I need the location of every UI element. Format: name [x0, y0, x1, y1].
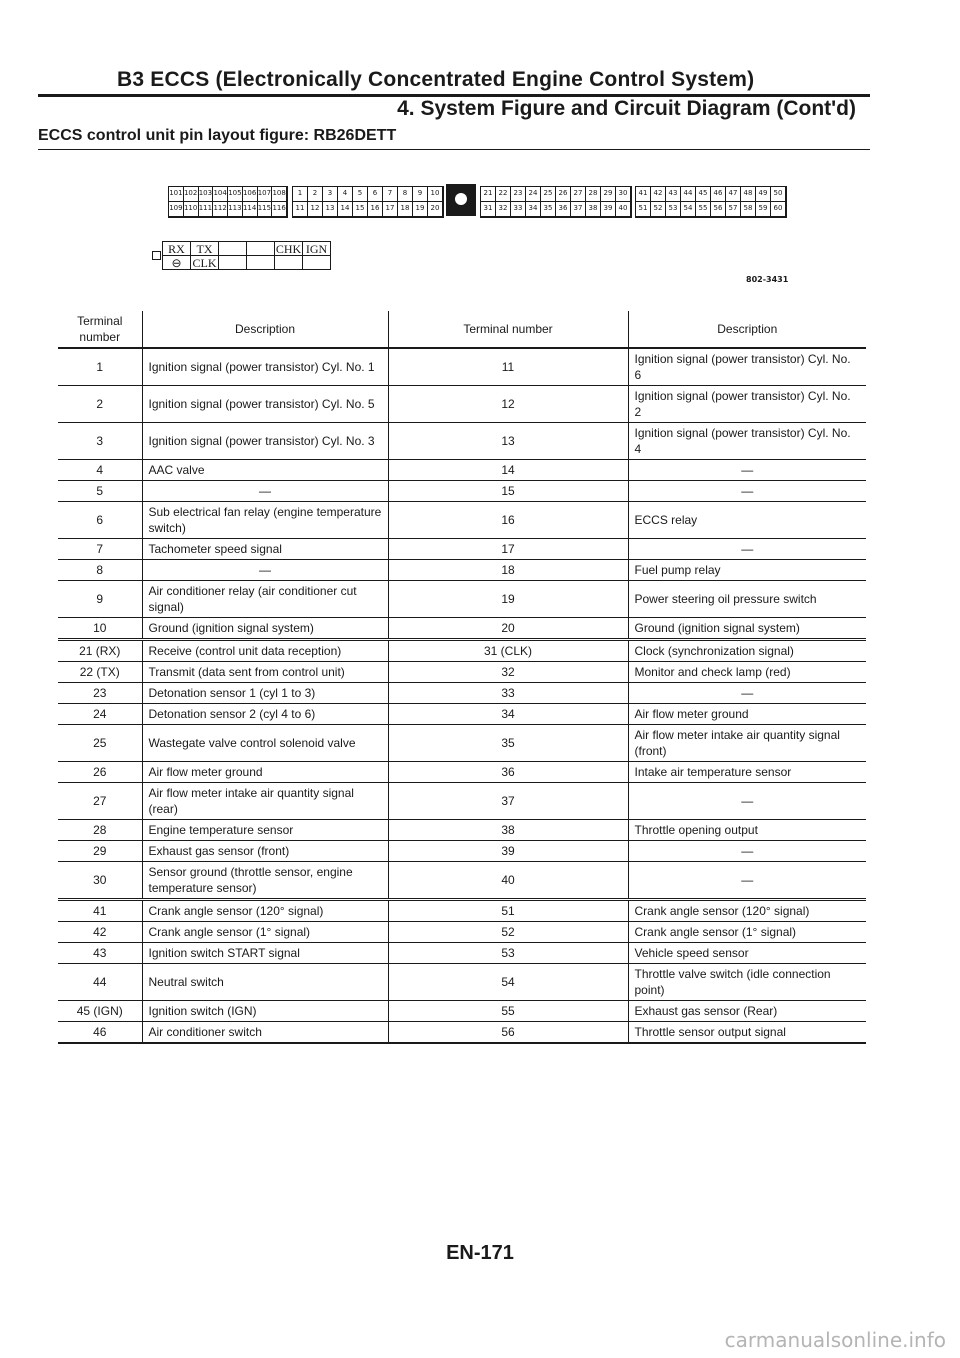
description-cell: Detonation sensor 2 (cyl 4 to 6) — [142, 704, 388, 725]
table-row — [58, 900, 866, 922]
terminal-number-cell: 6 — [58, 502, 142, 539]
table-row — [58, 1022, 866, 1044]
connector-pin: 23 — [511, 187, 526, 202]
table-row — [58, 725, 866, 762]
connector-block-right-2 — [635, 186, 787, 218]
connector-pin: 20 — [428, 202, 443, 217]
connector-pin: 34 — [526, 202, 541, 217]
table-row — [58, 560, 866, 581]
terminal-number-cell: 5 — [58, 481, 142, 502]
table-row — [58, 1001, 866, 1022]
table-row — [58, 943, 866, 964]
terminal-number-cell: 42 — [58, 922, 142, 943]
connector-pin: 51 — [636, 202, 651, 217]
connector-pin: 17 — [383, 202, 398, 217]
description-cell: Wastegate valve control solenoid valve — [142, 725, 388, 762]
terminal-number-cell: 20 — [388, 618, 628, 640]
terminal-number-cell: 1 — [58, 348, 142, 386]
description-cell: — — [628, 460, 866, 481]
page-header-title: B3 ECCS (Electronically Concentrated Engine Control System) — [117, 68, 755, 91]
connector-pin: 12 — [308, 202, 323, 217]
description-cell: Ignition signal (power transistor) Cyl. No. 5 — [142, 386, 388, 423]
connector-pin: 45 — [696, 187, 711, 202]
connector-pin: 42 — [651, 187, 666, 202]
table-header-row — [58, 311, 866, 348]
terminal-number-cell: 16 — [388, 502, 628, 539]
connector-pin: 21 — [481, 187, 496, 202]
connector-pin: 102 — [184, 187, 199, 202]
description-cell: Sensor ground (throttle sensor, engine temperature sensor) — [142, 862, 388, 900]
terminal-number-cell: 27 — [58, 783, 142, 820]
description-cell: Crank angle sensor (1° signal) — [142, 922, 388, 943]
description-cell: Fuel pump relay — [628, 560, 866, 581]
diagnostic-connector-cell: CHK — [275, 241, 302, 256]
connector-pin: 54 — [681, 202, 696, 217]
description-cell: — — [628, 481, 866, 502]
table-row — [58, 386, 866, 423]
diagnostic-connector-cell: ⊖ — [163, 256, 191, 270]
terminal-number-cell: 36 — [388, 762, 628, 783]
description-cell: Air flow meter intake air quantity signal (rear) — [142, 783, 388, 820]
connector-block-right-1 — [480, 186, 632, 218]
connector-pin: 22 — [496, 187, 511, 202]
terminal-number-cell: 19 — [388, 581, 628, 618]
terminal-number-cell: 46 — [58, 1022, 142, 1044]
description-cell: Crank angle sensor (120° signal) — [628, 900, 866, 922]
table-row — [58, 539, 866, 560]
connector-pin: 13 — [323, 202, 338, 217]
description-cell: Crank angle sensor (1° signal) — [628, 922, 866, 943]
table-row — [58, 922, 866, 943]
description-cell: Receive (control unit data reception) — [142, 640, 388, 662]
connector-pin: 33 — [511, 202, 526, 217]
terminal-number-cell: 55 — [388, 1001, 628, 1022]
connector-pin: 106 — [243, 187, 258, 202]
table-row — [58, 820, 866, 841]
connector-pin: 16 — [368, 202, 383, 217]
connector-pin: 44 — [681, 187, 696, 202]
table-row — [58, 502, 866, 539]
terminal-number-cell: 54 — [388, 964, 628, 1001]
connector-key-icon — [446, 184, 476, 216]
diagnostic-connector-cell — [247, 256, 275, 270]
description-cell: Air flow meter ground — [142, 762, 388, 783]
terminal-number-cell: 2 — [58, 386, 142, 423]
connector-pin: 35 — [541, 202, 556, 217]
description-cell: Ignition switch START signal — [142, 943, 388, 964]
connector-pin: 10 — [428, 187, 443, 202]
watermark: carmanualsonline.info — [724, 1328, 946, 1352]
description-cell: Ignition signal (power transistor) Cyl. No. 4 — [628, 423, 866, 460]
connector-pin: 18 — [398, 202, 413, 217]
diagnostic-connector-cell: TX — [191, 242, 219, 256]
terminal-number-cell: 13 — [388, 423, 628, 460]
terminal-number-cell: 18 — [388, 560, 628, 581]
terminal-number-cell: 22 (TX) — [58, 662, 142, 683]
header-terminal-number: Terminal number — [58, 311, 142, 348]
connector-pin: 2 — [308, 187, 323, 202]
terminal-number-cell: 4 — [58, 460, 142, 481]
connector-pin: 27 — [571, 187, 586, 202]
terminal-number-cell: 23 — [58, 683, 142, 704]
description-cell: Intake air temperature sensor — [628, 762, 866, 783]
connector-pin: 109 — [169, 202, 184, 217]
description-cell: Throttle sensor output signal — [628, 1022, 866, 1044]
connector-pin: 29 — [601, 187, 616, 202]
terminal-number-cell: 7 — [58, 539, 142, 560]
connector-pin: 40 — [616, 202, 631, 217]
connector-pin: 101 — [169, 187, 184, 202]
connector-pin: 7 — [383, 187, 398, 202]
terminal-number-cell: 28 — [58, 820, 142, 841]
table-row — [58, 762, 866, 783]
connector-pin: 26 — [556, 187, 571, 202]
description-cell: Throttle valve switch (idle connection point) — [628, 964, 866, 1001]
description-cell: — — [142, 560, 388, 581]
connector-pin: 58 — [741, 202, 756, 217]
page-header-subtitle: 4. System Figure and Circuit Diagram (Cont'd) — [397, 97, 856, 120]
terminal-number-cell: 9 — [58, 581, 142, 618]
table-row — [58, 348, 866, 386]
description-cell: Air conditioner switch — [142, 1022, 388, 1044]
connector-pin: 108 — [272, 187, 287, 202]
connector-pin: 57 — [726, 202, 741, 217]
description-cell: — — [628, 862, 866, 900]
connector-pin: 116 — [272, 202, 287, 217]
terminal-number-cell: 25 — [58, 725, 142, 762]
table-row — [58, 481, 866, 502]
terminal-number-cell: 30 — [58, 862, 142, 900]
connector-block-left — [168, 186, 288, 218]
pin-description-table — [58, 311, 866, 1044]
connector-pin: 43 — [666, 187, 681, 202]
section-rule — [38, 149, 870, 150]
description-cell: Neutral switch — [142, 964, 388, 1001]
connector-pin: 53 — [666, 202, 681, 217]
terminal-number-cell: 21 (RX) — [58, 640, 142, 662]
table-row — [58, 964, 866, 1001]
terminal-number-cell: 56 — [388, 1022, 628, 1044]
connector-pin: 28 — [586, 187, 601, 202]
table-row — [58, 581, 866, 618]
description-cell: Clock (synchronization signal) — [628, 640, 866, 662]
connector-pin: 115 — [258, 202, 273, 217]
connector-pin: 60 — [771, 202, 786, 217]
connector-pin: 19 — [413, 202, 428, 217]
description-cell: Ground (ignition signal system) — [142, 618, 388, 640]
table-row — [58, 783, 866, 820]
connector-pin: 36 — [556, 202, 571, 217]
terminal-number-cell: 3 — [58, 423, 142, 460]
connector-pin: 5 — [353, 187, 368, 202]
description-cell: Exhaust gas sensor (Rear) — [628, 1001, 866, 1022]
terminal-number-cell: 34 — [388, 704, 628, 725]
connector-pin: 52 — [651, 202, 666, 217]
header-terminal-number-2: Terminal number — [388, 311, 628, 348]
connector-pin: 47 — [726, 187, 741, 202]
connector-pin: 111 — [199, 202, 214, 217]
diagnostic-connector-cell: RX — [163, 242, 191, 256]
description-cell: Sub electrical fan relay (engine temperature switch) — [142, 502, 388, 539]
diagnostic-connector-cell — [275, 256, 303, 270]
description-cell: — — [628, 841, 866, 862]
description-cell: Ignition signal (power transistor) Cyl. No. 3 — [142, 423, 388, 460]
connector-pin: 30 — [616, 187, 631, 202]
description-cell: Air flow meter ground — [628, 704, 866, 725]
connector-pin: 41 — [636, 187, 651, 202]
description-cell: Tachometer speed signal — [142, 539, 388, 560]
connector-pin: 11 — [293, 202, 308, 217]
description-cell: Power steering oil pressure switch — [628, 581, 866, 618]
description-cell: Throttle opening output — [628, 820, 866, 841]
description-cell: AAC valve — [142, 460, 388, 481]
terminal-number-cell: 29 — [58, 841, 142, 862]
connector-pin: 6 — [368, 187, 383, 202]
terminal-number-cell: 14 — [388, 460, 628, 481]
description-cell: Ignition signal (power transistor) Cyl. No. 1 — [142, 348, 388, 386]
connector-pin: 110 — [184, 202, 199, 217]
terminal-number-cell: 11 — [388, 348, 628, 386]
connector-pin: 32 — [496, 202, 511, 217]
diagnostic-connector-cell: IGN — [303, 242, 331, 256]
table-row — [58, 423, 866, 460]
table-row — [58, 460, 866, 481]
connector-pin: 105 — [228, 187, 243, 202]
description-cell: — — [628, 683, 866, 704]
terminal-number-cell: 8 — [58, 560, 142, 581]
connector-pin: 55 — [696, 202, 711, 217]
terminal-number-cell: 53 — [388, 943, 628, 964]
diagnostic-connector-cell — [303, 256, 331, 270]
connector-pin: 38 — [586, 202, 601, 217]
diagnostic-connector-grid — [162, 241, 331, 270]
description-cell: Engine temperature sensor — [142, 820, 388, 841]
terminal-number-cell: 44 — [58, 964, 142, 1001]
terminal-number-cell: 26 — [58, 762, 142, 783]
description-cell: — — [142, 481, 388, 502]
table-row — [58, 683, 866, 704]
section-title: ECCS control unit pin layout figure: RB26DETT — [38, 127, 397, 144]
terminal-number-cell: 45 (IGN) — [58, 1001, 142, 1022]
description-cell: Air flow meter intake air quantity signal (front) — [628, 725, 866, 762]
terminal-number-cell: 12 — [388, 386, 628, 423]
connector-pin: 114 — [243, 202, 258, 217]
description-cell: Vehicle speed sensor — [628, 943, 866, 964]
diagnostic-connector-cell — [219, 242, 247, 256]
terminal-number-cell: 37 — [388, 783, 628, 820]
connector-pin: 25 — [541, 187, 556, 202]
table-row — [58, 640, 866, 662]
connector-pin: 37 — [571, 202, 586, 217]
table-row — [58, 862, 866, 900]
description-cell: ECCS relay — [628, 502, 866, 539]
table-row — [58, 841, 866, 862]
connector-pin: 1 — [293, 187, 308, 202]
description-cell: Crank angle sensor (120° signal) — [142, 900, 388, 922]
connector-block-middle — [292, 186, 444, 218]
connector-pin: 103 — [199, 187, 214, 202]
terminal-number-cell: 38 — [388, 820, 628, 841]
page-number: EN-171 — [446, 1242, 514, 1264]
connector-pin: 107 — [258, 187, 273, 202]
terminal-number-cell: 31 (CLK) — [388, 640, 628, 662]
table-row — [58, 704, 866, 725]
terminal-number-cell: 41 — [58, 900, 142, 922]
connector-pin: 113 — [228, 202, 243, 217]
connector-pin: 14 — [338, 202, 353, 217]
description-cell: Monitor and check lamp (red) — [628, 662, 866, 683]
description-cell: — — [628, 539, 866, 560]
description-cell: Ignition signal (power transistor) Cyl. No. 6 — [628, 348, 866, 386]
connector-pin: 3 — [323, 187, 338, 202]
connector-pin: 31 — [481, 202, 496, 217]
terminal-number-cell: 40 — [388, 862, 628, 900]
connector-pin: 24 — [526, 187, 541, 202]
diagnostic-connector-cell: CLK — [192, 255, 217, 270]
terminal-number-cell: 51 — [388, 900, 628, 922]
figure-code: 802-3431 — [746, 275, 789, 284]
description-cell: — — [628, 783, 866, 820]
connector-pin: 9 — [413, 187, 428, 202]
description-cell: Ignition switch (IGN) — [142, 1001, 388, 1022]
terminal-number-cell: 24 — [58, 704, 142, 725]
connector-pin: 15 — [353, 202, 368, 217]
connector-pin: 56 — [711, 202, 726, 217]
terminal-number-cell: 39 — [388, 841, 628, 862]
description-cell: Air conditioner relay (air conditioner cut signal) — [142, 581, 388, 618]
connector-pin: 50 — [771, 187, 786, 202]
description-cell: Ignition signal (power transistor) Cyl. No. 2 — [628, 386, 866, 423]
connector-pin: 49 — [756, 187, 771, 202]
header-description-2: Description — [628, 311, 866, 348]
terminal-number-cell: 10 — [58, 618, 142, 640]
description-cell: Exhaust gas sensor (front) — [142, 841, 388, 862]
diagnostic-connector-cell — [247, 242, 275, 256]
terminal-number-cell: 52 — [388, 922, 628, 943]
description-cell: Detonation sensor 1 (cyl 1 to 3) — [142, 683, 388, 704]
connector-pin: 104 — [213, 187, 228, 202]
table-row — [58, 618, 866, 640]
header-description: Description — [142, 311, 388, 348]
connector-pin: 48 — [741, 187, 756, 202]
ground-icon — [152, 251, 161, 260]
terminal-number-cell: 15 — [388, 481, 628, 502]
terminal-number-cell: 32 — [388, 662, 628, 683]
connector-pin: 4 — [338, 187, 353, 202]
terminal-number-cell: 33 — [388, 683, 628, 704]
table-row — [58, 662, 866, 683]
terminal-number-cell: 35 — [388, 725, 628, 762]
connector-pin: 46 — [711, 187, 726, 202]
description-cell: Transmit (data sent from control unit) — [142, 662, 388, 683]
connector-pin-layout — [168, 186, 788, 216]
connector-pin: 39 — [601, 202, 616, 217]
description-cell: Ground (ignition signal system) — [628, 618, 866, 640]
connector-pin: 59 — [756, 202, 771, 217]
diagnostic-connector-cell — [219, 256, 247, 270]
terminal-number-cell: 17 — [388, 539, 628, 560]
connector-pin: 112 — [213, 202, 228, 217]
terminal-number-cell: 43 — [58, 943, 142, 964]
connector-pin: 8 — [398, 187, 413, 202]
